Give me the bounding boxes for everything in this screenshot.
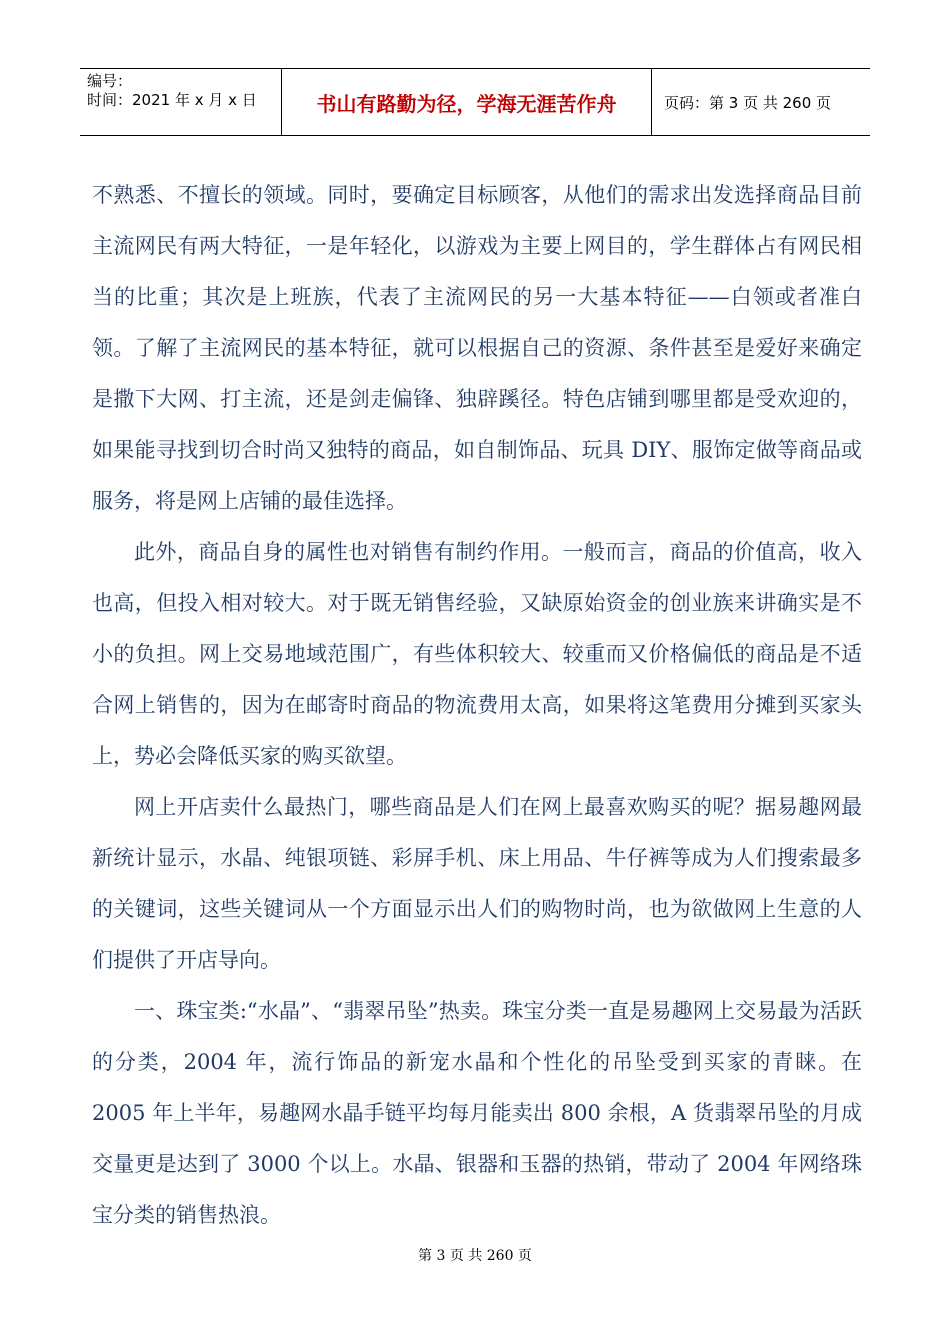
document-number-label: 编号：: [87, 72, 133, 90]
paragraph-jewelry-category: 一、珠宝类:“水晶”、“翡翠吊坠”热卖。珠宝分类一直是易趣网上交易最为活跃的分类，2004 年，流行饰品的新宠水晶和个性化的吊坠受到买家的青睐。在 2005 年上半年，易趣网水晶手链平均每月能卖出 800 余根，A 货翡翠吊坠的月成交量更是达到了 3000 个以上。水晶、银器和玉器的热销，带动了 2004 年网络珠宝分类的销售热浪。: [92, 999, 862, 1227]
header-motto: 书山有路勤为径，学海无涯苦作舟: [282, 69, 652, 135]
header-page-info: 页码：第 3 页 共 260 页: [664, 93, 832, 112]
paragraph-product-attributes: 此外，商品自身的属性也对销售有制约作用。一般而言，商品的价值高，收入也高，但投入相对较大。对于既无销售经验，又缺原始资金的创业族来讲确实是不小的负担。网上交易地域范围广，有些体积较大、较重而又价格偏低的商品是不适合网上销售的，因为在邮寄时商品的物流费用太高，如果将这笔费用分摊到买家头上，势必会降低买家的购买欲望。: [92, 540, 862, 768]
page-footer: 第 3 页 共 260 页: [418, 1248, 532, 1264]
document-body: [92, 170, 862, 1241]
page-header: [80, 68, 870, 136]
paragraph-continued: 不熟悉、不擅长的领域。同时，要确定目标顾客，从他们的需求出发选择商品目前主流网民有两大特征，一是年轻化，以游戏为主要上网目的，学生群体占有网民相当的比重；其次是上班族，代表了主流网民的另一大基本特征——白领或者准白领。了解了主流网民的基本特征，就可以根据自己的资源、条件甚至是爱好来确定是撒下大网、打主流，还是剑走偏锋、独辟蹊径。特色店铺到哪里都是受欢迎的，如果能寻找到切合时尚又独特的商品，如自制饰品、玩具 DIY、服饰定做等商品或服务，将是网上店铺的最佳选择。: [92, 183, 862, 513]
header-meta: [80, 69, 282, 135]
paragraph-popular-products: 网上开店卖什么最热门，哪些商品是人们在网上最喜欢购买的呢？据易趣网最新统计显示，水晶、纯银项链、彩屏手机、床上用品、牛仔裤等成为人们搜索最多的关键词，这些关键词从一个方面显示出人们的购物时尚，也为欲做网上生意的人们提供了开店导向。: [92, 795, 862, 972]
document-date-label: 时间：2021 年 x 月 x 日: [87, 91, 257, 109]
